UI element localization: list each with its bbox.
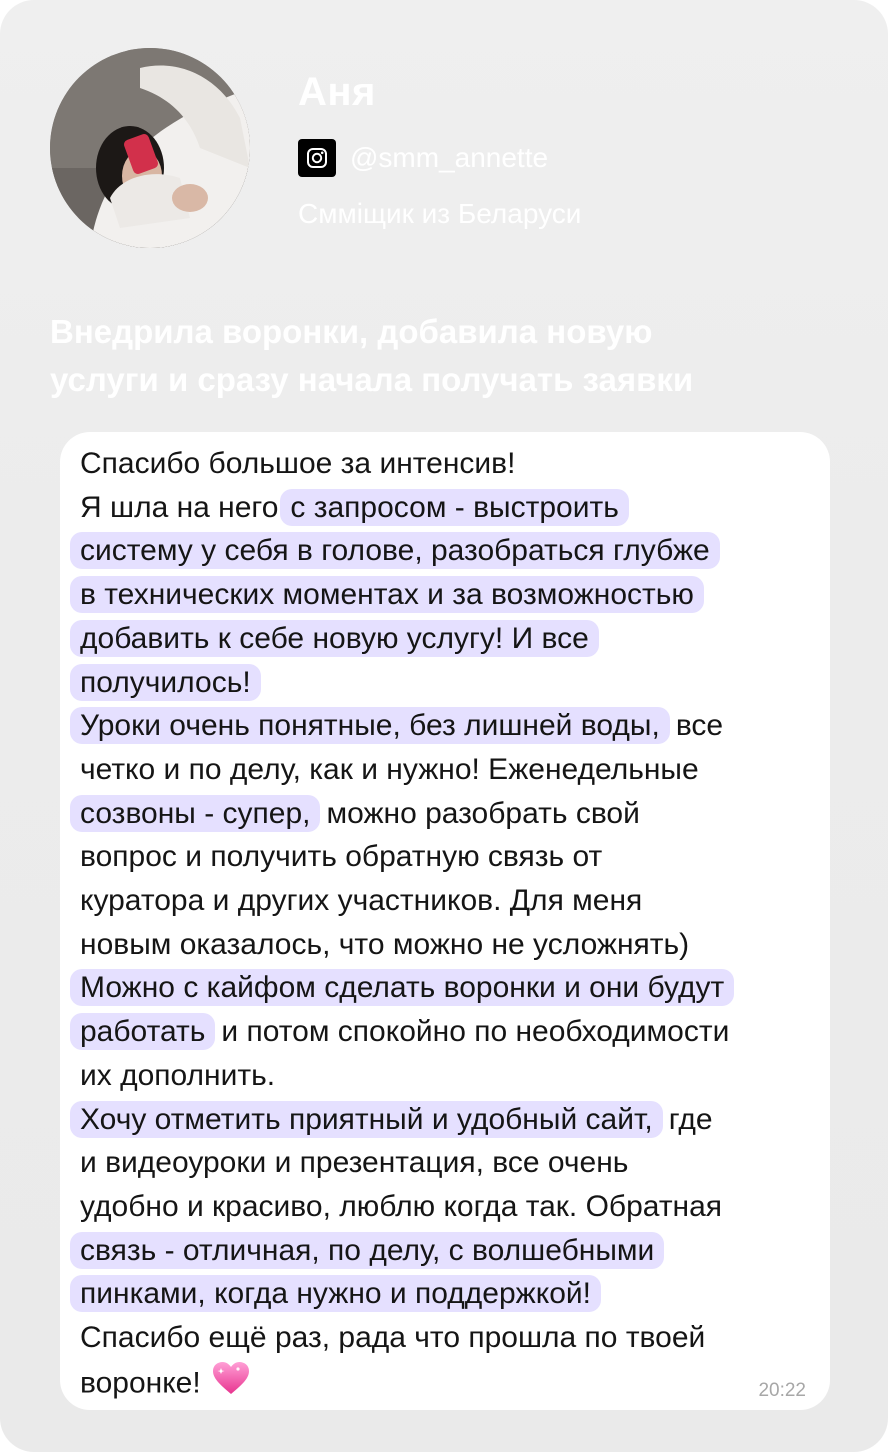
message-text-segment: куратора и других участников. Для меня <box>80 884 643 917</box>
message-line <box>80 704 723 748</box>
message-line <box>80 1185 722 1229</box>
message-line <box>80 1054 275 1098</box>
message-line <box>80 573 710 617</box>
message-text-segment: Я шла на него <box>80 490 279 524</box>
message-text-segment: Спасибо ещё раз, рада что прошла по твоей <box>80 1321 706 1354</box>
message-line <box>80 486 635 530</box>
highlighted-text: работать <box>70 1013 215 1050</box>
instagram-handle[interactable]: @smm_annette <box>350 142 549 173</box>
message-line <box>80 1360 251 1404</box>
sparkling-heart-icon <box>211 1360 251 1409</box>
message-line <box>80 748 699 792</box>
message-text-segment: можно разобрать свой <box>326 796 640 830</box>
message-text-segment: их дополнить. <box>80 1058 276 1092</box>
message-line <box>80 1316 705 1360</box>
message-text-segment: и видеоуроки и презентация, все очень <box>80 1146 629 1180</box>
message-line <box>80 879 642 923</box>
headline-line-2: услуги и сразу начала получать заявки <box>50 361 694 398</box>
highlighted-text: связь - отличная, по делу, с волшебными <box>70 1232 664 1269</box>
instagram-row[interactable] <box>298 138 548 178</box>
profile-role: Смміщик из Беларуси <box>298 198 582 229</box>
message-line <box>80 661 267 705</box>
message-text-segment: все <box>675 709 724 743</box>
highlighted-text: Уроки очень понятные, без лишней воды, <box>70 707 670 744</box>
message-line <box>80 1098 713 1142</box>
message-line <box>80 1229 670 1273</box>
message-line <box>80 1141 628 1185</box>
message-text-segment: четко и по делу, как и нужно! Еженедельные <box>80 752 699 786</box>
highlighted-text: Хочу отметить приятный и удобный сайт, <box>70 1101 663 1138</box>
message-text-segment: и потом спокойно по необходимости <box>221 1015 730 1049</box>
message-text-segment: удобно и красиво, люблю когда так. Обратная <box>80 1189 723 1223</box>
highlighted-text: добавить к себе новую услугу! И все <box>70 620 599 657</box>
highlighted-text: созвоны - супер, <box>70 795 320 832</box>
headline <box>50 308 850 404</box>
message-line <box>80 835 602 879</box>
message-text-segment: где <box>668 1102 713 1136</box>
profile-photo <box>50 48 250 248</box>
highlighted-text: пинками, когда нужно и поддержкой! <box>70 1275 601 1312</box>
message-text-segment: Спасибо большое за интенсив! <box>80 447 516 480</box>
message-text-segment: воронке! <box>80 1366 201 1400</box>
highlighted-text: с запросом - выстроить <box>280 489 628 526</box>
message-line <box>80 966 740 1010</box>
highlighted-text: Можно с кайфом сделать воронки и они будут <box>70 969 734 1006</box>
message-text-segment: вопрос и получить обратную связь от <box>80 840 603 874</box>
highlighted-text: систему у себя в голове, разобраться глубже <box>70 532 720 569</box>
message-time: 20:22 <box>758 1380 806 1401</box>
message-line <box>80 617 605 661</box>
avatar <box>50 48 250 248</box>
highlighted-text: получилось! <box>70 664 261 701</box>
message-text-segment: новым оказалось, что можно не усложнять) <box>80 927 690 961</box>
message-line <box>80 923 689 967</box>
highlighted-text: в технических моментах и за возможностью <box>70 576 704 613</box>
headline-line-1: Внедрила воронки, добавила новую <box>50 313 653 350</box>
message-line <box>80 1010 729 1054</box>
message-bubble <box>60 432 830 1410</box>
profile-name: Аня <box>298 70 376 114</box>
instagram-icon <box>298 139 336 177</box>
message-line <box>80 792 640 836</box>
message-line <box>80 442 515 486</box>
message-line <box>80 529 726 573</box>
message-line <box>80 1272 607 1316</box>
